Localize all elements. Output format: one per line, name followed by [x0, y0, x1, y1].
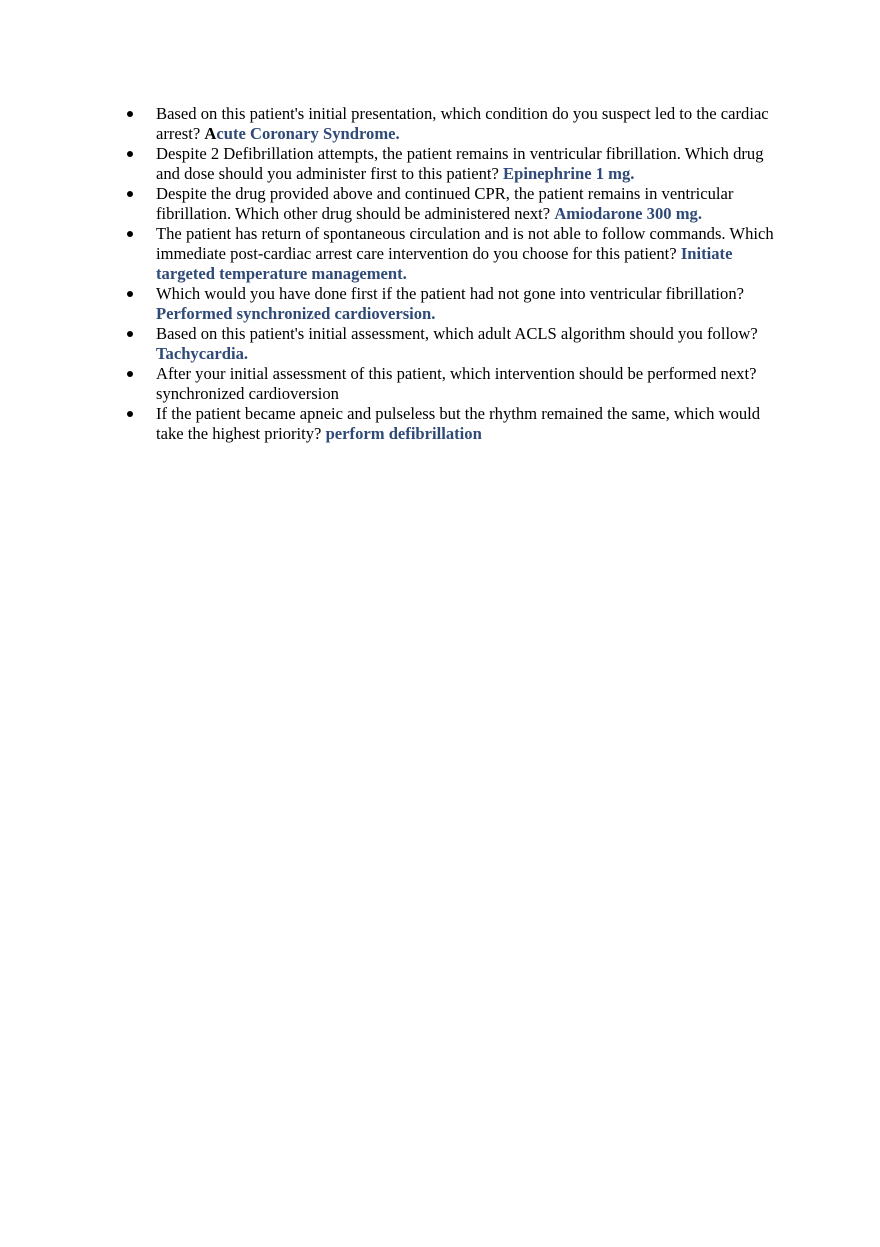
question-text: If the patient became apneic and pulseless but the rhythm remained the same, which would take the highest priority?: [156, 404, 761, 443]
answer-text: Performed synchronized cardioversion.: [156, 304, 436, 323]
bullet-icon: [127, 331, 133, 337]
list-item: [124, 284, 784, 324]
bullet-icon: [127, 191, 133, 197]
question-text: Despite the drug provided above and continued CPR, the patient remains in ventricular fibrillation. Which other drug should be administered next?: [156, 184, 734, 223]
bullet-icon: [127, 291, 133, 297]
list-item: [124, 184, 784, 224]
list-item: [124, 324, 784, 364]
answer-text: Epinephrine 1 mg.: [503, 164, 635, 183]
question-text: The patient has return of spontaneous circulation and is not able to follow commands. Which immediate post-cardiac arrest care intervention do you choose for this patient?: [156, 224, 774, 263]
bullet-icon: [127, 111, 133, 117]
list-item: [124, 104, 784, 144]
list-item: [124, 404, 784, 444]
list-item: [124, 364, 784, 404]
answer-text: Tachycardia.: [156, 344, 249, 363]
bullet-icon: [127, 151, 133, 157]
bullet-icon: [127, 371, 133, 377]
answer-text: Initiate targeted temperature management.: [156, 244, 733, 283]
question-text: Despite 2 Defibrillation attempts, the patient remains in ventricular fibrillation. Which drug and dose should you administer first to this patient?: [156, 144, 764, 183]
answer-text: perform defibrillation: [325, 424, 482, 443]
answer-text: cute Coronary Syndrome.: [216, 124, 400, 143]
list-item: [124, 224, 784, 284]
answer-lead-letter: A: [204, 124, 217, 143]
bullet-icon: [127, 231, 133, 237]
answer-text: synchronized cardioversion: [156, 384, 339, 403]
question-text: Based on this patient's initial presentation, which condition do you suspect led to the cardiac arrest?: [156, 104, 769, 143]
question-answer-list: [124, 104, 784, 444]
question-text: After your initial assessment of this patient, which intervention should be performed next?: [156, 364, 757, 383]
question-text: Based on this patient's initial assessment, which adult ACLS algorithm should you follow?: [156, 324, 758, 343]
bullet-icon: [127, 411, 133, 417]
answer-text: Amiodarone 300 mg.: [554, 204, 702, 223]
question-text: Which would you have done first if the patient had not gone into ventricular fibrillation?: [156, 284, 744, 303]
list-item: [124, 144, 784, 184]
